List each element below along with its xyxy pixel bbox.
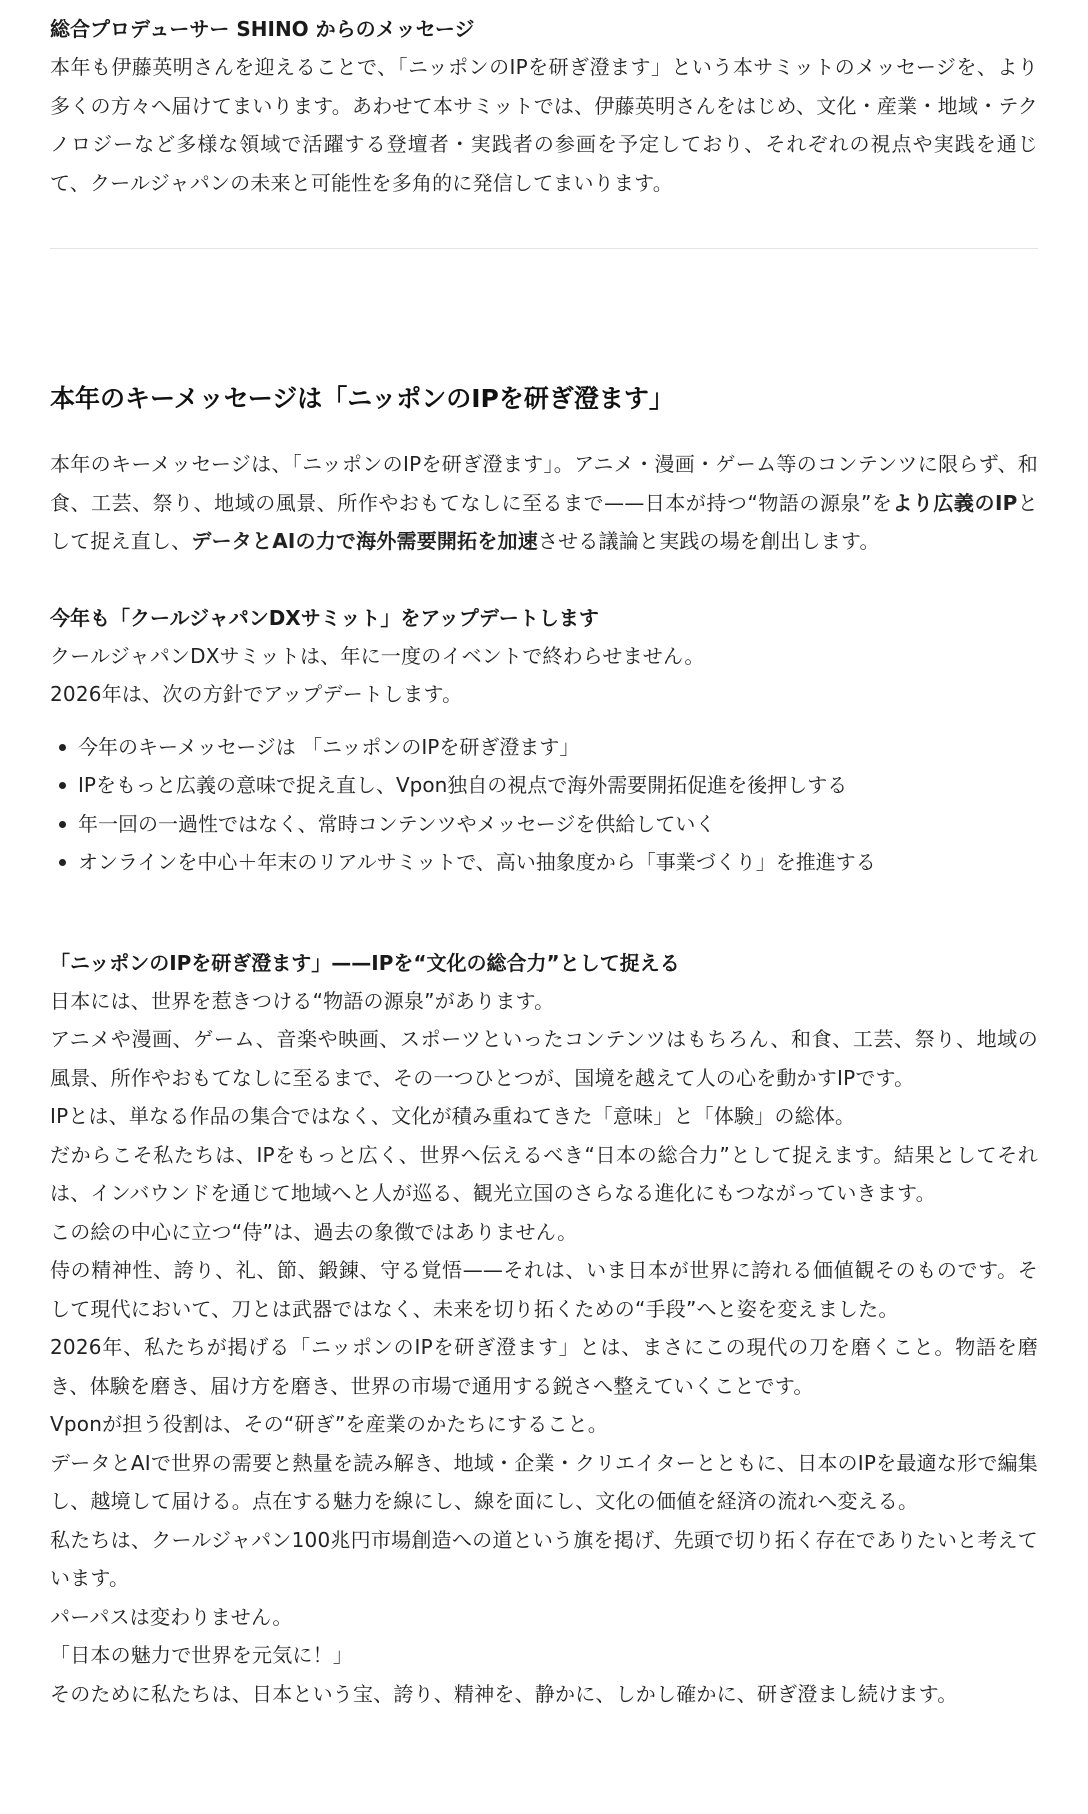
ip-paragraph: Vponが担う役割は、その“研ぎ”を産業のかたちにすること。 xyxy=(50,1412,609,1436)
ip-paragraph: そのために私たちは、日本という宝、誇り、精神を、静かに、しかし確かに、研ぎ澄まし続けます。 xyxy=(50,1681,958,1706)
ip-paragraph: 日本には、世界を惹きつける“物語の源泉”があります。 xyxy=(50,988,555,1013)
bullet-dot-icon xyxy=(59,782,66,789)
list-item xyxy=(50,766,1038,805)
ip-paragraph: データとAIで世界の需要と熱量を読み解き、地域・企業・クリエイターとともに、日本のIPを最適な形で編集し、越境して届ける。点在する魅力を線にし、線を面にし、文化の価値を経済の流れへ変える。 xyxy=(50,1450,1038,1513)
bullet-text: IPをもっと広義の意味で捉え直し、Vpon独自の視点で海外需要開拓促進を後押しする xyxy=(78,773,848,797)
key-message-intro-bold-1: より広義のIP xyxy=(892,490,1018,515)
producer-message-title: 総合プロデューサー SHINO からのメッセージ xyxy=(50,17,475,41)
ip-paragraph: アニメや漫画、ゲーム、音楽や映画、スポーツといったコンテンツはもちろん、和食、工芸、祭り、地域の風景、所作やおもてなしに至るまで、その一つひとつが、国境を越えて人の心を動かすIPです。 xyxy=(50,1027,1038,1090)
producer-message-section xyxy=(50,0,1038,202)
ip-paragraph: パーパスは変わりません。 xyxy=(50,1604,293,1629)
ip-paragraph: だからこそ私たちは、IPをもっと広く、世界へ伝えるべき“日本の総合力”として捉えます。結果としてそれは、インバウンドを通じて地域へと人が巡る、観光立国のさらなる進化にもつながっていきます。 xyxy=(50,1142,1038,1205)
update-section-line-2: 2026年は、次の方針でアップデートします。 xyxy=(50,682,463,706)
update-bullet-list xyxy=(50,728,1038,882)
ip-paragraph: この絵の中心に立つ“侍”は、過去の象徴ではありません。 xyxy=(50,1219,578,1244)
key-message-intro-text-3: させる議論と実践の場を創出します。 xyxy=(537,529,880,553)
key-message-section xyxy=(50,379,1038,561)
key-message-intro xyxy=(50,445,1038,561)
ip-section xyxy=(50,944,1038,1714)
producer-message-body: 本年も伊藤英明さんを迎えることで、「ニッポンのIPを研ぎ澄ます」という本サミットのメッセージを、より多くの方々へ届けてまいります。あわせて本サミットでは、伊藤英明さんをはじめ、文化・産業・地域・テクノロジーなど多様な領域で活躍する登壇者・実践者の参画を予定しており、それぞれの視点や実践を通じて、クールジャパンの未来と可能性を多角的に発信してまいります。 xyxy=(50,55,1038,195)
update-section xyxy=(50,599,1038,882)
ip-paragraph: IPとは、単なる作品の集合ではなく、文化が積み重ねてきた「意味」と「体験」の総体。 xyxy=(50,1104,856,1128)
list-item xyxy=(50,805,1038,844)
key-message-heading: 本年のキーメッセージは「ニッポンのIPを研ぎ澄ます」 xyxy=(50,384,674,413)
key-message-intro-text-1: 本年のキーメッセージは、「ニッポンのIPを研ぎ澄ます」。アニメ・漫画・ゲーム等のコンテンツに限らず、和食、工芸、祭り、地域の風景、所作やおもてなしに至るまで——日本が持つ“物語の源泉”を xyxy=(50,452,1038,515)
bullet-text: 今年のキーメッセージは 「ニッポンのIPを研ぎ澄ます」 xyxy=(78,734,580,759)
bullet-text: 年一回の一過性ではなく、常時コンテンツやメッセージを供給していく xyxy=(78,811,716,836)
ip-paragraph: 侍の精神性、誇り、礼、節、鍛錬、守る覚悟——それは、いま日本が世界に誇れる価値観そのものです。そして現代において、刀とは武器ではなく、未来を切り拓くための“手段”へと姿を変えました。 xyxy=(50,1258,1038,1321)
list-item xyxy=(50,728,1038,767)
content-column xyxy=(50,0,1038,1713)
key-message-intro-text-2: として捉え直し、 xyxy=(50,490,1039,553)
bullet-dot-icon xyxy=(59,744,66,751)
ip-paragraph: 「日本の魅力で世界を元気に！」 xyxy=(50,1643,353,1667)
ip-section-title: 「ニッポンのIPを研ぎ澄ます」——IPを“文化の総合力”として捉える xyxy=(50,950,680,975)
bullet-dot-icon xyxy=(59,821,66,828)
update-section-line-1: クールジャパンDXサミットは、年に一度のイベントで終わらせません。 xyxy=(50,643,705,668)
update-section-title: 今年も「クールジャパンDXサミット」をアップデートします xyxy=(50,605,599,630)
bullet-text: オンラインを中心＋年末のリアルサミットで、高い抽象度から「事業づくり」を推進する xyxy=(78,850,876,874)
bullet-dot-icon xyxy=(59,859,66,866)
ip-paragraph: 2026年、私たちが掲げる「ニッポンのIPを研ぎ澄ます」とは、まさにこの現代の刀を磨くこと。物語を磨き、体験を磨き、届け方を磨き、世界の市場で通用する鋭さへ整えていくことです。 xyxy=(50,1335,1038,1398)
list-item xyxy=(50,843,1038,882)
key-message-intro-bold-2: データとAIの力で海外需要開拓を加速 xyxy=(191,529,538,553)
ip-paragraph: 私たちは、クールジャパン100兆円市場創造への道という旗を掲げ、先頭で切り拓く存在でありたいと考えています。 xyxy=(50,1527,1038,1590)
